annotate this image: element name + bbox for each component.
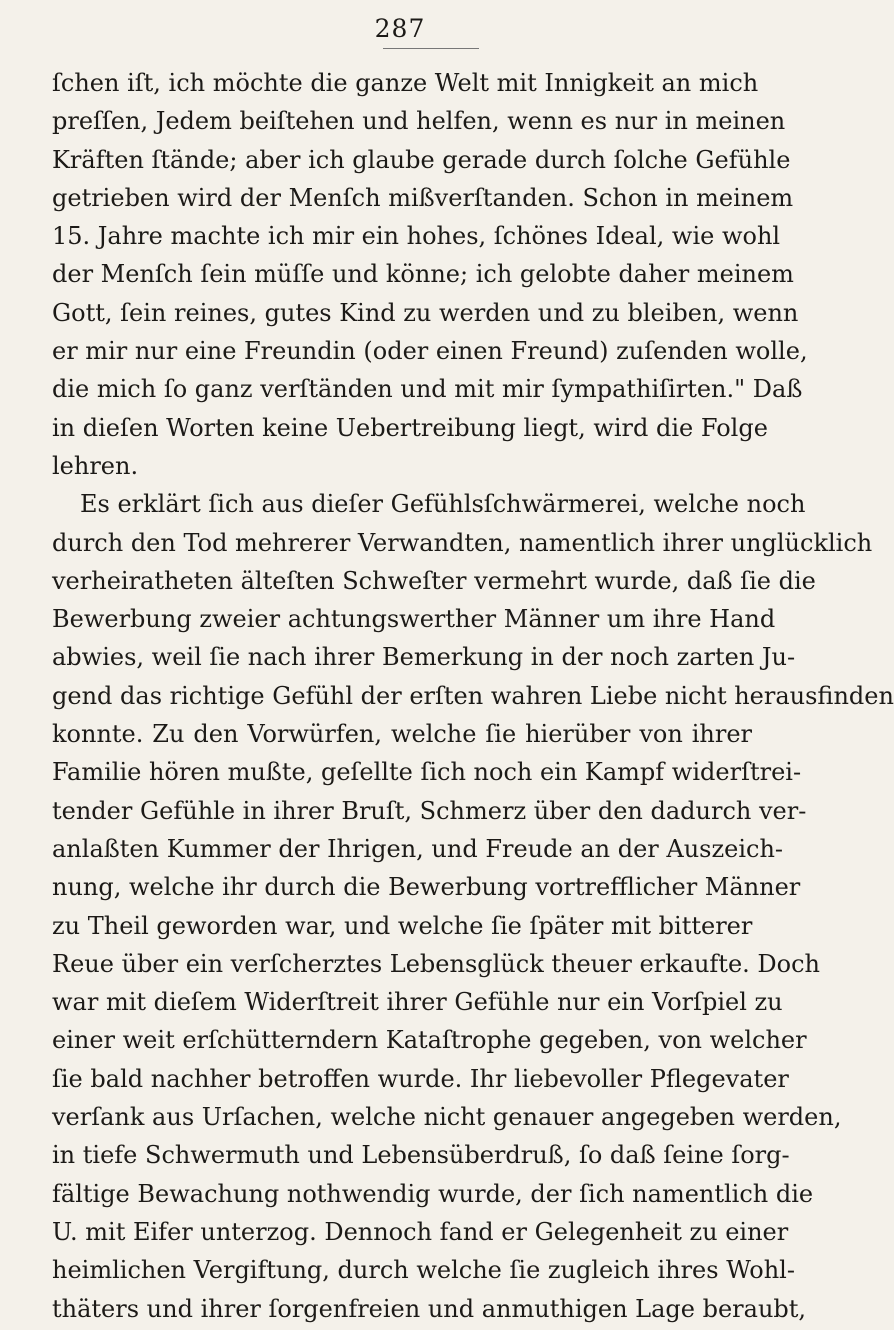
text-line: fältige Bewachung nothwendig wurde, der ſich namentlich die <box>52 1179 814 1208</box>
text-line: Familie hören mußte, geſellte ſich noch ein Kampf widerſtrei- <box>52 758 802 787</box>
text-line: verſank aus Urſachen, welche nicht genauer angegeben werden, <box>52 1103 842 1132</box>
text-line: ſie bald nachher betroffen wurde. Ihr liebevoller Pflegevater <box>52 1064 789 1093</box>
header-rule <box>383 48 479 49</box>
text-line: einer weit erſchütterndern Kataſtrophe gegeben, von welcher <box>52 1026 807 1055</box>
text-line: lehren. <box>52 451 139 480</box>
text-line: anlaßten Kummer der Ihrigen, und Freude an der Auszeich- <box>52 834 784 863</box>
text-line: U. mit Eifer unterzog. Dennoch fand er Gelegenheit zu einer <box>52 1217 789 1246</box>
text-line: getrieben wird der Menſch mißverſtanden. Schon in meinem <box>52 183 794 212</box>
body-text <box>52 64 894 1328</box>
text-line: zu Theil geworden war, und welche ſie ſpäter mit bitterer <box>52 911 753 940</box>
text-line: gend das richtige Gefühl der erſten wahren Liebe nicht herausfinden <box>52 681 894 710</box>
text-line: 15. Jahre machte ich mir ein hohes, ſchönes Ideal, wie wohl <box>52 222 781 251</box>
text-line: war mit dieſem Widerſtreit ihrer Gefühle nur ein Vorſpiel zu <box>52 988 783 1017</box>
text-line: die mich ſo ganz verſtänden und mit mir ſympathiſirten." Daß <box>52 375 803 404</box>
text-line: abwies, weil ſie nach ihrer Bemerkung in der noch zarten Ju- <box>52 643 796 672</box>
text-line: Es erklärt ſich aus dieſer Gefühlsſchwärmerei, welche noch <box>80 490 806 519</box>
text-line: tender Gefühle in ihrer Bruſt, Schmerz über den dadurch ver- <box>52 796 807 825</box>
text-line: konnte. Zu den Vorwürfen, welche ſie hierüber von ihrer <box>52 720 752 749</box>
text-line: in tiefe Schwermuth und Lebensüberdruß, ſo daß ſeine ſorg- <box>52 1141 790 1170</box>
text-line: nung, welche ihr durch die Bewerbung vortrefflicher Männer <box>52 873 801 902</box>
text-line: Kräften ſtände; aber ich glaube gerade durch ſolche Gefühle <box>52 145 791 174</box>
text-line: thäters und ihrer ſorgenfreien und anmuthigen Lage beraubt, <box>52 1294 807 1323</box>
text-line: verheiratheten älteſten Schweſter vermehrt wurde, daß ſie die <box>52 566 816 595</box>
text-line: Reue über ein verſcherztes Lebensglück theuer erkaufte. Doch <box>52 949 820 978</box>
page-number: 287 <box>374 14 426 43</box>
text-line: der Menſch ſein müſſe und könne; ich gelobte daher meinem <box>52 260 794 289</box>
text-line: Gott, ſein reines, gutes Kind zu werden und zu bleiben, wenn <box>52 298 799 327</box>
text-line: durch den Tod mehrerer Verwandten, namentlich ihrer unglücklich <box>52 528 873 557</box>
text-line: heimlichen Vergiftung, durch welche ſie zugleich ihres Wohl- <box>52 1256 795 1285</box>
text-line: in dieſen Worten keine Uebertreibung liegt, wird die Folge <box>52 413 768 442</box>
text-line: er mir nur eine Freundin (oder einen Freund) zuſenden wolle, <box>52 337 808 366</box>
text-line: ſchen iſt, ich möchte die ganze Welt mit Innigkeit an mich <box>52 69 759 97</box>
text-line: preſſen, Jedem beiſtehen und helfen, wenn es nur in meinen <box>52 107 786 136</box>
text-line: Bewerbung zweier achtungswerther Männer um ihre Hand <box>52 605 776 634</box>
